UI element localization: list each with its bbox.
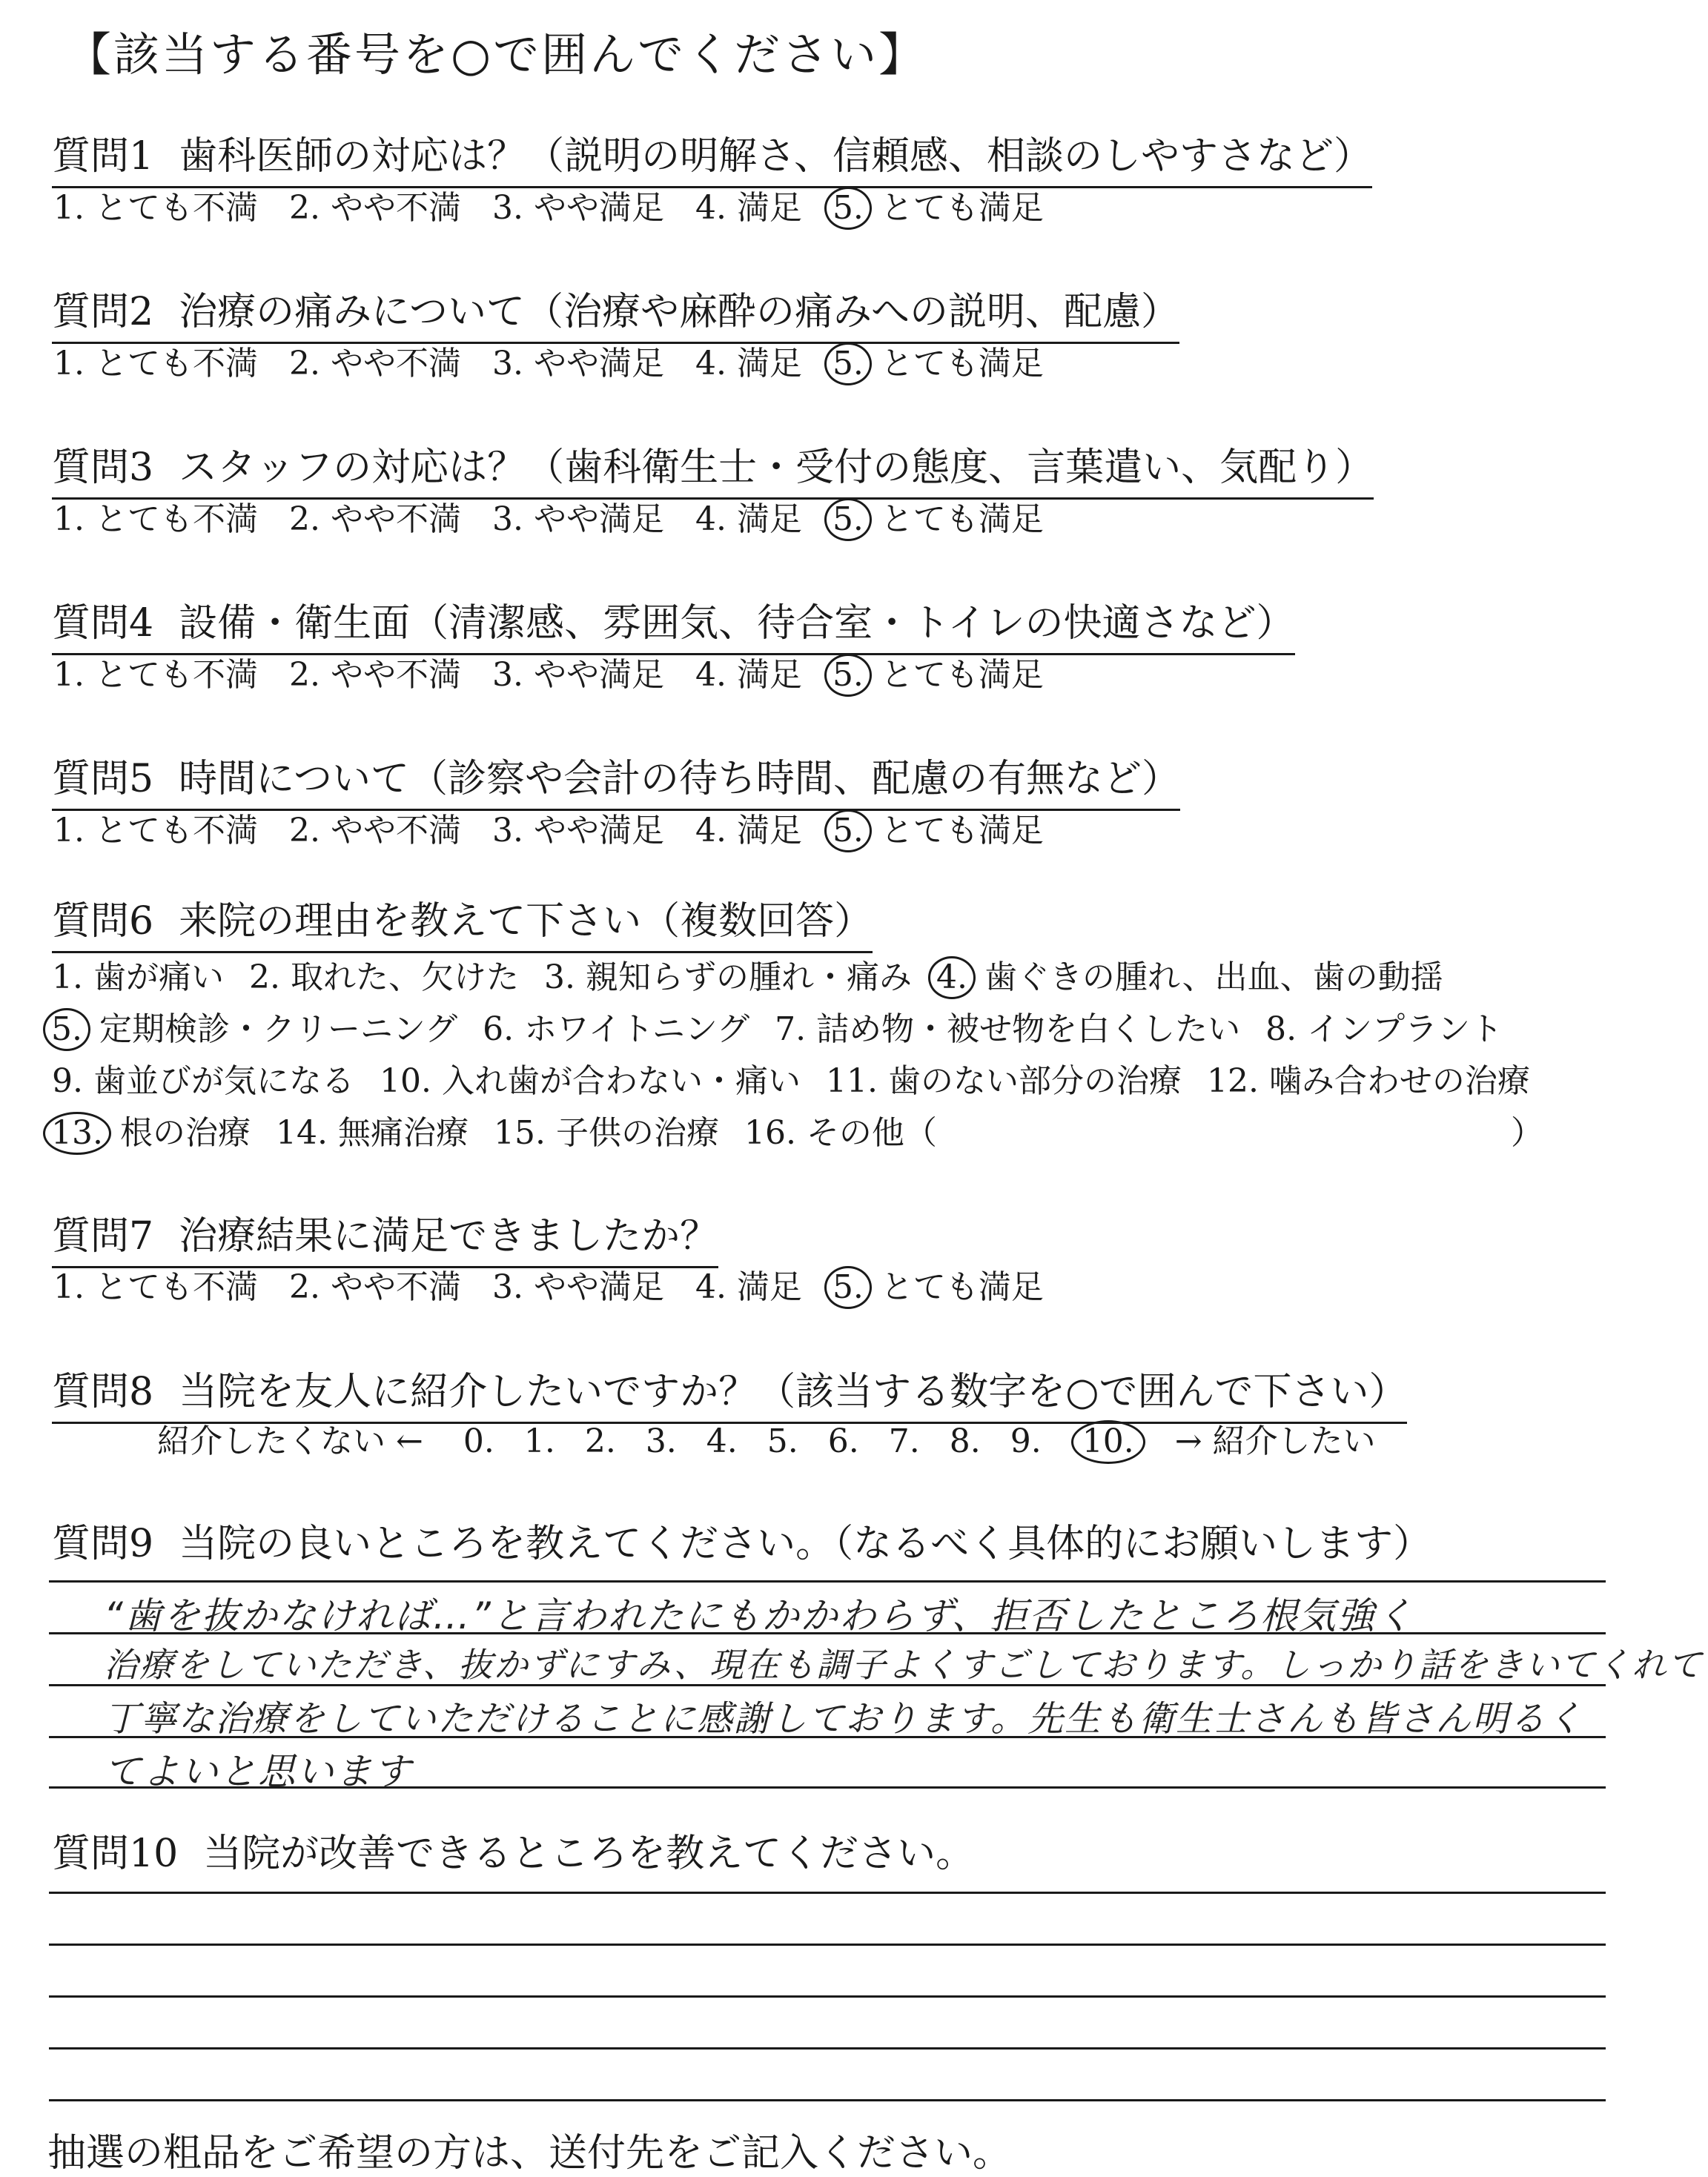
other-close-paren: ） xyxy=(1510,1114,1543,1152)
reason-option-4[interactable] xyxy=(937,950,1443,999)
option-number: 3. xyxy=(491,812,523,849)
option-number: 14. xyxy=(275,1114,328,1152)
option-label: とても不満 xyxy=(94,1268,258,1306)
option-number: 3. xyxy=(491,1268,523,1306)
scale-value-9[interactable]: 9. xyxy=(1010,1422,1042,1460)
reason-option-13[interactable] xyxy=(52,1106,251,1155)
question-7-heading xyxy=(52,1205,718,1268)
rating-option-3[interactable] xyxy=(492,648,664,695)
reason-option-9[interactable] xyxy=(52,1054,354,1101)
option-label: 詰め物・被せ物を白くしたい xyxy=(816,1010,1241,1048)
reason-option-5[interactable] xyxy=(52,1002,457,1051)
option-label: 子供の治療 xyxy=(555,1114,719,1152)
question-9-heading xyxy=(52,1512,1431,1574)
reason-option-6[interactable] xyxy=(483,1002,749,1050)
option-number: 4. xyxy=(928,956,976,999)
option-label: やや不満 xyxy=(330,656,461,694)
q6-row-1 xyxy=(52,950,1469,999)
option-number: 1. xyxy=(53,656,85,694)
option-number: 4. xyxy=(695,345,726,382)
option-number: 2. xyxy=(288,189,320,227)
option-number: 1. xyxy=(52,958,83,996)
question-10-heading xyxy=(52,1822,974,1883)
option-label: やや満足 xyxy=(533,345,664,382)
option-number: 1. xyxy=(53,500,85,538)
handwritten-answer-line-1: “歯を抜かなければ…”と言われたにもかかわらず、拒否したところ根気強く xyxy=(104,1594,1414,1637)
option-label: とても満足 xyxy=(880,189,1044,227)
option-number: 5. xyxy=(824,498,872,541)
option-number: 5. xyxy=(43,1008,90,1051)
option-number: 2. xyxy=(288,1268,320,1306)
handwritten-answer-line-2: 治療をしていただき、抜かずにすみ、現在も調子よくすごしております。しっかり話をきいてくれて xyxy=(104,1645,1704,1685)
option-label: やや満足 xyxy=(533,656,664,694)
option-label: 定期検診・クリーニング xyxy=(99,1010,458,1048)
option-number: 1. xyxy=(53,1268,85,1306)
reason-option-10[interactable] xyxy=(380,1054,801,1101)
option-label: やや満足 xyxy=(533,500,664,538)
rating-option-2[interactable] xyxy=(289,181,461,228)
question-text: 当院を友人に紹介したいですか？（該当する数字を○で囲んで下さい） xyxy=(179,1370,1408,1414)
option-label: 満足 xyxy=(736,656,802,694)
rating-option-5[interactable] xyxy=(833,337,1044,385)
option-label: 無痛治療 xyxy=(337,1114,469,1152)
rating-option-1[interactable] xyxy=(53,181,258,228)
option-label: とても満足 xyxy=(880,812,1044,849)
rating-option-3[interactable] xyxy=(492,803,664,851)
answer-line xyxy=(49,1684,1606,1686)
answer-line xyxy=(49,1786,1606,1789)
rating-option-5[interactable] xyxy=(833,803,1044,852)
scale-value-10[interactable]: 10. xyxy=(1071,1420,1145,1464)
question-number: 質問2 xyxy=(52,290,154,334)
rating-option-5[interactable] xyxy=(833,648,1044,697)
question-number: 質問8 xyxy=(52,1370,154,1414)
scale-value-7[interactable]: 7. xyxy=(888,1422,920,1460)
q6-row-3 xyxy=(52,1054,1555,1101)
rating-option-2[interactable] xyxy=(289,648,461,695)
q6-row-4 xyxy=(52,1106,1543,1155)
question-7-options xyxy=(53,1260,1075,1309)
question-text: 来院の理由を教えて下さい（複数回答） xyxy=(179,899,873,944)
answer-line xyxy=(49,1736,1606,1738)
option-number: 5. xyxy=(824,654,872,697)
option-label: 満足 xyxy=(736,345,802,382)
scale-value-3[interactable]: 3. xyxy=(645,1422,677,1460)
option-number: 2. xyxy=(288,656,320,694)
option-number: 9. xyxy=(52,1062,83,1100)
option-label: 親知らずの腫れ・痛み xyxy=(585,958,912,996)
scale-value-6[interactable]: 6. xyxy=(827,1422,859,1460)
question-number: 質問7 xyxy=(52,1214,154,1259)
option-label: やや不満 xyxy=(330,500,461,538)
option-number: 4. xyxy=(695,189,726,227)
option-number: 13. xyxy=(43,1112,111,1155)
question-1-heading xyxy=(52,125,1372,188)
rating-option-3[interactable] xyxy=(492,1260,664,1308)
option-number: 12. xyxy=(1206,1062,1259,1100)
option-label: 入れ歯が合わない・痛い xyxy=(441,1062,801,1100)
handwritten-answer-line-3: 丁寧な治療をしていただけることに感謝しております。先生も衛生士さんも皆さん明るく xyxy=(104,1698,1584,1740)
option-number: 5. xyxy=(824,342,872,385)
question-1-options xyxy=(53,181,1075,230)
answer-line xyxy=(49,1995,1606,1998)
rating-option-4[interactable] xyxy=(695,492,802,540)
option-label: やや不満 xyxy=(330,1268,461,1306)
scale-value-8[interactable]: 8. xyxy=(949,1422,981,1460)
rating-option-5[interactable] xyxy=(833,1260,1044,1309)
option-label: 歯のない部分の治療 xyxy=(887,1062,1182,1100)
option-label: とても満足 xyxy=(880,656,1044,694)
option-number: 8. xyxy=(1265,1010,1297,1048)
option-number: 1. xyxy=(53,345,85,382)
reason-option-15[interactable] xyxy=(494,1106,719,1153)
option-label: 満足 xyxy=(736,812,802,849)
q6-row-2 xyxy=(52,1002,1528,1051)
option-label: やや不満 xyxy=(330,812,461,849)
question-number: 質問10 xyxy=(52,1832,179,1876)
option-label: 満足 xyxy=(736,189,802,227)
option-label: 満足 xyxy=(736,500,802,538)
option-label: とても満足 xyxy=(880,500,1044,538)
option-number: 4. xyxy=(695,656,726,694)
rating-option-2[interactable] xyxy=(289,1260,461,1308)
option-label: インプラント xyxy=(1307,1010,1503,1048)
rating-option-3[interactable] xyxy=(492,492,664,540)
question-number: 質問4 xyxy=(52,601,154,646)
rating-option-1[interactable] xyxy=(53,492,258,540)
rating-option-3[interactable] xyxy=(492,337,664,384)
option-number: 3. xyxy=(491,345,523,382)
rating-option-1[interactable] xyxy=(53,803,258,851)
reason-option-11[interactable] xyxy=(826,1054,1182,1101)
option-number: 15. xyxy=(493,1114,546,1152)
rating-option-4[interactable] xyxy=(695,337,802,384)
option-label: 取れた、欠けた xyxy=(290,958,519,996)
scale-value-1[interactable]: 1. xyxy=(523,1422,555,1460)
question-text: 歯科医師の対応は？（説明の明解さ、信頼感、相談のしやすさなど） xyxy=(179,134,1373,179)
scale-value-4[interactable]: 4. xyxy=(706,1422,738,1460)
option-label: やや不満 xyxy=(330,345,461,382)
option-number: 2. xyxy=(248,958,280,996)
option-number: 2. xyxy=(288,345,320,382)
reason-option-8[interactable] xyxy=(1265,1002,1503,1050)
answer-line xyxy=(49,1580,1606,1583)
option-label: やや満足 xyxy=(533,1268,664,1306)
option-label: 根の治療 xyxy=(119,1114,251,1152)
option-label: 噛み合わせの治療 xyxy=(1268,1062,1530,1100)
option-number: 2. xyxy=(288,812,320,849)
question-text: 設備・衛生面（清潔感、雰囲気、待合室・トイレの快適さなど） xyxy=(179,601,1295,646)
scale-value-0[interactable]: 0. xyxy=(463,1422,494,1460)
rating-option-1[interactable] xyxy=(53,648,258,695)
option-label: その他（ xyxy=(806,1114,937,1152)
reason-option-1[interactable] xyxy=(52,950,224,998)
rating-option-3[interactable] xyxy=(492,181,664,228)
answer-line xyxy=(49,1892,1606,1894)
option-label: 満足 xyxy=(736,1268,802,1306)
question-text: 当院が改善できるところを教えてください。 xyxy=(203,1832,975,1876)
rating-option-1[interactable] xyxy=(53,337,258,384)
rating-option-5[interactable] xyxy=(833,181,1044,230)
option-label: やや満足 xyxy=(533,189,664,227)
reason-option-2[interactable] xyxy=(249,950,519,998)
option-number: 3. xyxy=(543,958,575,996)
scale-value-2[interactable]: 2. xyxy=(584,1422,616,1460)
answer-line xyxy=(49,1944,1606,1946)
question-number: 質問1 xyxy=(52,134,154,179)
option-label: やや不満 xyxy=(330,189,461,227)
option-number: 4. xyxy=(695,500,726,538)
rating-option-4[interactable] xyxy=(695,1260,802,1308)
option-number: 1. xyxy=(53,812,85,849)
option-label: とても満足 xyxy=(880,345,1044,382)
question-text: 治療結果に満足できましたか？ xyxy=(179,1214,719,1259)
question-text: 当院の良いところを教えてください。（なるべく具体的にお願いします） xyxy=(179,1522,1432,1566)
question-4-options xyxy=(53,648,1075,697)
option-number: 7. xyxy=(775,1010,807,1048)
option-number: 5. xyxy=(824,187,872,230)
question-3-options xyxy=(53,492,1075,541)
question-2-options xyxy=(53,337,1075,385)
question-number: 質問6 xyxy=(52,899,154,944)
option-label: 歯が痛い xyxy=(93,958,224,996)
scale-value-5[interactable]: 5. xyxy=(767,1422,798,1460)
option-number: 3. xyxy=(491,500,523,538)
rating-option-2[interactable] xyxy=(289,803,461,851)
rating-option-2[interactable] xyxy=(289,492,461,540)
question-number: 質問3 xyxy=(52,445,154,490)
option-label: とても不満 xyxy=(94,345,258,382)
option-label: とても不満 xyxy=(94,189,258,227)
question-number: 質問9 xyxy=(52,1522,154,1566)
option-label: やや満足 xyxy=(533,812,664,849)
reason-option-12[interactable] xyxy=(1207,1054,1530,1101)
page-title: 【該当する番号を○で囲んでください】 xyxy=(65,27,927,82)
rating-option-5[interactable] xyxy=(833,492,1044,541)
question-5-options xyxy=(53,803,1075,852)
rating-option-1[interactable] xyxy=(53,1260,258,1308)
rating-option-4[interactable] xyxy=(695,181,802,228)
answer-line xyxy=(49,2047,1606,2050)
reason-option-7[interactable] xyxy=(775,1002,1240,1050)
reason-option-3[interactable] xyxy=(544,950,912,998)
question-5-heading xyxy=(52,747,1180,811)
reason-option-16[interactable] xyxy=(744,1106,937,1153)
handwritten-answer-line-4: てよいと思います xyxy=(104,1750,412,1793)
option-number: 16. xyxy=(744,1114,796,1152)
question-3-heading xyxy=(52,436,1374,500)
option-label: 歯ぐきの腫れ、出血、歯の動揺 xyxy=(984,958,1443,996)
question-4-heading xyxy=(52,592,1295,655)
option-number: 6. xyxy=(483,1010,514,1048)
option-number: 4. xyxy=(695,1268,726,1306)
question-2-heading xyxy=(52,280,1179,344)
option-number: 5. xyxy=(824,1266,872,1309)
option-number: 4. xyxy=(695,812,726,849)
question-text: スタッフの対応は？（歯科衛生士・受付の態度、言葉遣い、気配り） xyxy=(179,445,1374,490)
option-label: とても不満 xyxy=(94,500,258,538)
option-label: 歯並びが気になる xyxy=(93,1062,354,1100)
option-number: 5. xyxy=(824,809,872,852)
question-6-heading xyxy=(52,889,873,953)
option-number: 11. xyxy=(825,1062,878,1100)
option-number: 3. xyxy=(491,656,523,694)
bottom-note: 抽選の粗品をご希望の方は、送付先をご記入ください。 xyxy=(47,2131,1012,2176)
option-number: 3. xyxy=(491,189,523,227)
reason-option-14[interactable] xyxy=(276,1106,469,1153)
option-number: 10. xyxy=(379,1062,431,1100)
answer-line xyxy=(49,2099,1606,2101)
question-text: 治療の痛みについて（治療や麻酔の痛みへの説明、配慮） xyxy=(179,290,1180,334)
recommend-scale xyxy=(157,1414,1406,1464)
option-label: とても不満 xyxy=(94,656,258,694)
scale-left-label: 紹介したくない ← xyxy=(157,1422,423,1460)
option-number: 1. xyxy=(53,189,85,227)
option-label: とても不満 xyxy=(94,812,258,849)
rating-option-4[interactable] xyxy=(695,648,802,695)
option-number: 2. xyxy=(288,500,320,538)
question-number: 質問5 xyxy=(52,757,154,801)
scale-right-label: → 紹介したい xyxy=(1174,1422,1376,1460)
question-text: 時間について（診察や会計の待ち時間、配慮の有無など） xyxy=(179,757,1181,801)
option-label: ホワイトニング xyxy=(524,1010,750,1048)
answer-line xyxy=(49,1632,1606,1634)
rating-option-4[interactable] xyxy=(695,803,802,851)
option-label: とても満足 xyxy=(880,1268,1044,1306)
rating-option-2[interactable] xyxy=(289,337,461,384)
